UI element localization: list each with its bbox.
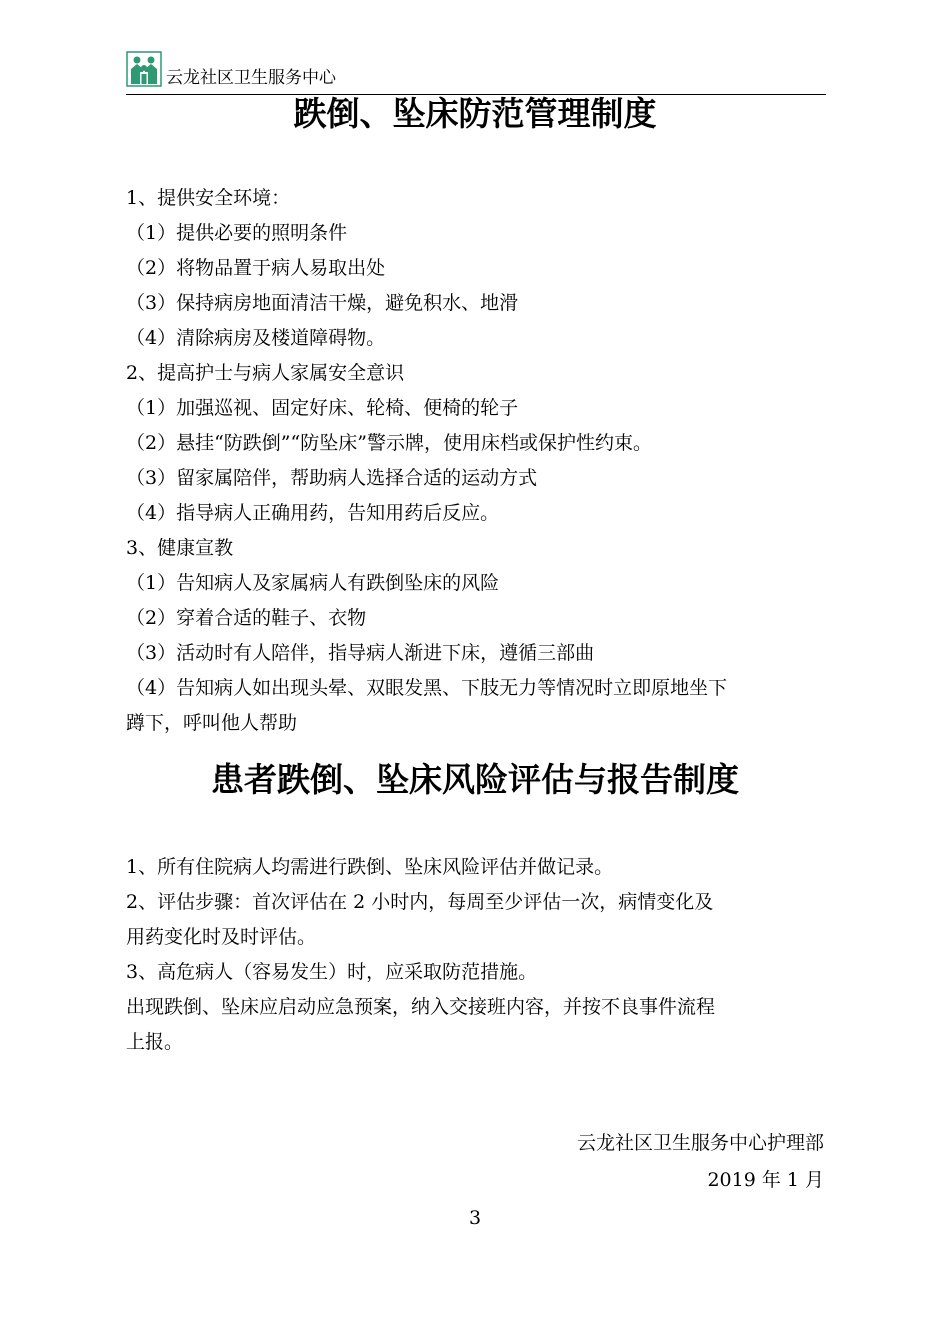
policy-2-line: 3、高危病人（容易发生）时，应采取防范措施。: [126, 961, 538, 983]
policy-1-line: （3）保持病房地面清洁干燥，避免积水、地滑: [126, 292, 519, 314]
policy-1-body: [126, 181, 836, 741]
policy-2-title: 患者跌倒、坠床风险评估与报告制度: [211, 760, 739, 799]
policy-1-line: 1、提供安全环境：: [126, 187, 291, 209]
policy-1-line: （2）将物品置于病人易取出处: [126, 257, 386, 279]
policy-2-line: 出现跌倒、坠床应启动应急预案，纳入交接班内容，并按不良事件流程: [126, 996, 716, 1018]
policy-1-line: （3）留家属陪伴，帮助病人选择合适的运动方式: [126, 467, 538, 489]
policy-2-line: 用药变化时及时评估。: [126, 926, 317, 948]
header-org-name: 云龙社区卫生服务中心: [166, 68, 336, 88]
policy-1-line: （3）活动时有人陪伴，指导病人渐进下床，遵循三部曲: [126, 642, 595, 664]
page-header: [126, 50, 826, 95]
policy-2-line: 上报。: [126, 1031, 184, 1053]
page-number: 3: [468, 1207, 482, 1229]
policy-1-line: 3、健康宣教: [126, 537, 234, 559]
signature-department: 云龙社区卫生服务中心护理部: [576, 1132, 824, 1154]
policy-1-line: （4）清除病房及楼道障碍物。: [126, 327, 386, 349]
policy-1-line: 蹲下，呼叫他人帮助: [126, 712, 298, 734]
policy-1-line: （2）悬挂“防跌倒”“防坠床”警示牌，使用床档或保护性约束。: [126, 432, 652, 454]
policy-2-line: 1、所有住院病人均需进行跌倒、坠床风险评估并做记录。: [126, 856, 614, 878]
signature-date: 2019 年 1 月: [707, 1169, 824, 1191]
policy-1-line: （1）提供必要的照明条件: [126, 222, 348, 244]
policy-1-line: 2、提高护士与病人家属安全意识: [126, 362, 405, 384]
policy-1-line: （2）穿着合适的鞋子、衣物: [126, 607, 367, 629]
policy-1-title: 跌倒、坠床防范管理制度: [293, 94, 657, 133]
community-health-logo-icon: [126, 51, 162, 87]
policy-1-line: （1）告知病人及家属病人有跌倒坠床的风险: [126, 572, 500, 594]
policy-1-line: （1）加强巡视、固定好床、轮椅、便椅的轮子: [126, 397, 519, 419]
policy-1-line: （4）告知病人如出现头晕、双眼发黑、下肢无力等情况时立即原地坐下: [126, 677, 728, 699]
policy-2-body: [126, 850, 836, 1060]
policy-2-line: 2、评估步骤：首次评估在 2 小时内，每周至少评估一次，病情变化及: [126, 891, 714, 913]
policy-1-line: （4）指导病人正确用药，告知用药后反应。: [126, 502, 500, 524]
